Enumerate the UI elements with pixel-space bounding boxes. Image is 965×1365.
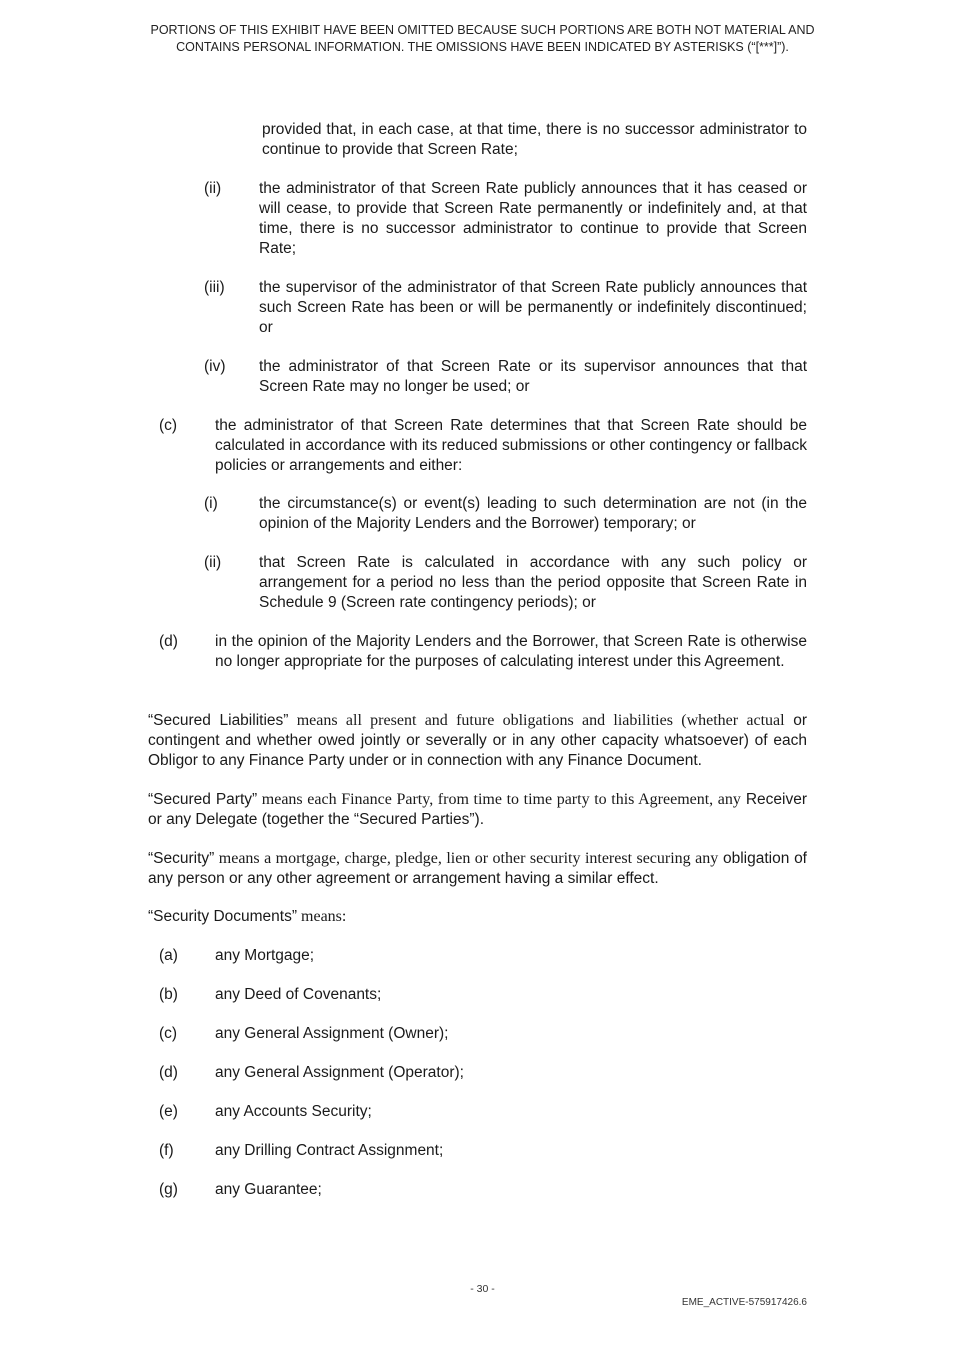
definition-lead: means: bbox=[297, 908, 347, 925]
item-iv-label: (iv) bbox=[204, 358, 226, 375]
item-c-text: the administrator of that Screen Rate determines that that Screen Rate should be calculated in accordance with its reduced submissions or other contingency or fallback policies or arrangements and either: bbox=[215, 417, 807, 474]
list-item-text: any General Assignment (Operator); bbox=[215, 1064, 464, 1081]
list-item-text: any Mortgage; bbox=[215, 947, 315, 964]
item-ii-text: the administrator of that Screen Rate publicly announces that it has ceased or will cease, to provide that Screen Rate permanently or indefinitely and, at that time, there is no successor administrator to continue to provide that Screen Rate; bbox=[259, 180, 807, 257]
definition-term: “Secured Liabilities” bbox=[148, 712, 289, 729]
item-d-text: in the opinion of the Majority Lenders and the Borrower, that Screen Rate is otherwise no longer appropriate for the purposes of calculating interest under this Agreement. bbox=[215, 633, 807, 670]
item-iii-text: the supervisor of the administrator of that Screen Rate publicly announces that such Screen Rate has been or will be permanently or indefinitely discontinued; or bbox=[259, 279, 807, 336]
definition-secured-liabilities bbox=[148, 711, 807, 771]
definition-security-documents bbox=[148, 907, 807, 927]
definition-rest: obligation of any person or any other agreement or arrangement having a similar effect. bbox=[148, 850, 807, 887]
item-ii-label: (ii) bbox=[204, 180, 222, 197]
item-c-i-text: the circumstance(s) or event(s) leading to such determination are not (in the opinion of the Majority Lenders and the Borrower) temporary; or bbox=[259, 495, 807, 532]
item-c-ii-label: (ii) bbox=[204, 554, 222, 571]
item-c-label: (c) bbox=[159, 417, 178, 434]
definition-secured-party bbox=[148, 790, 807, 830]
item-c-i-label: (i) bbox=[204, 495, 218, 512]
exhibit-notice-line-1: PORTIONS OF THIS EXHIBIT HAVE BEEN OMITTED BECAUSE SUCH PORTIONS ARE BOTH NOT MATERIAL AND bbox=[150, 23, 815, 37]
list-item-label: (a) bbox=[159, 947, 178, 964]
continuation-text: provided that, in each case, at that time, there is no successor administrator to continue to provide that Screen Rate; bbox=[262, 121, 807, 158]
list-item-text: any Accounts Security; bbox=[215, 1103, 372, 1120]
definition-lead: means each Finance Party, from time to time party to this Agreement, any bbox=[257, 791, 741, 808]
definition-term: “Secured Party” bbox=[148, 791, 258, 808]
list-item-label: (c) bbox=[159, 1025, 178, 1042]
list-item-label: (e) bbox=[159, 1103, 178, 1120]
item-iii-label: (iii) bbox=[204, 279, 225, 296]
exhibit-notice-line-2: CONTAINS PERSONAL INFORMATION. THE OMISSIONS HAVE BEEN INDICATED BY ASTERISKS (“[***]”). bbox=[176, 40, 789, 54]
definition-term: “Security” bbox=[148, 850, 215, 867]
definition-lead: means all present and future obligations and liabilities (whether actual bbox=[288, 712, 785, 729]
exhibit-notice bbox=[120, 22, 845, 56]
list-item-label: (b) bbox=[159, 986, 178, 1003]
definition-lead: means a mortgage, charge, pledge, lien or other security interest securing any bbox=[214, 850, 719, 867]
definition-rest: or contingent and whether owed jointly or severally or in any other capacity whatsoever) of each Obligor to any Finance Party under or in connection with any Finance Document. bbox=[148, 712, 807, 769]
item-iv-text: the administrator of that Screen Rate or its supervisor announces that that Screen Rate may no longer be used; or bbox=[259, 358, 807, 395]
item-d-label: (d) bbox=[159, 633, 178, 650]
list-item-text: any Drilling Contract Assignment; bbox=[215, 1142, 444, 1159]
document-reference: EME_ACTIVE-575917426.6 bbox=[681, 1297, 807, 1308]
page-number: - 30 - bbox=[470, 1283, 495, 1295]
list-item-label: (g) bbox=[159, 1181, 178, 1198]
list-item-label: (f) bbox=[159, 1142, 174, 1159]
definition-security bbox=[148, 849, 807, 889]
list-item-label: (d) bbox=[159, 1064, 178, 1081]
definition-term: “Security Documents” bbox=[148, 908, 298, 925]
list-item-text: any General Assignment (Owner); bbox=[215, 1025, 449, 1042]
definition-rest: Receiver or any Delegate (together the “Secured Parties”). bbox=[148, 791, 807, 828]
list-item-text: any Deed of Covenants; bbox=[215, 986, 382, 1003]
item-c-ii-text: that Screen Rate is calculated in accordance with any such policy or arrangement for a period no less than the period opposite that Screen Rate in Schedule 9 (Screen rate contingency periods); or bbox=[259, 554, 807, 611]
list-item-text: any Guarantee; bbox=[215, 1181, 322, 1198]
